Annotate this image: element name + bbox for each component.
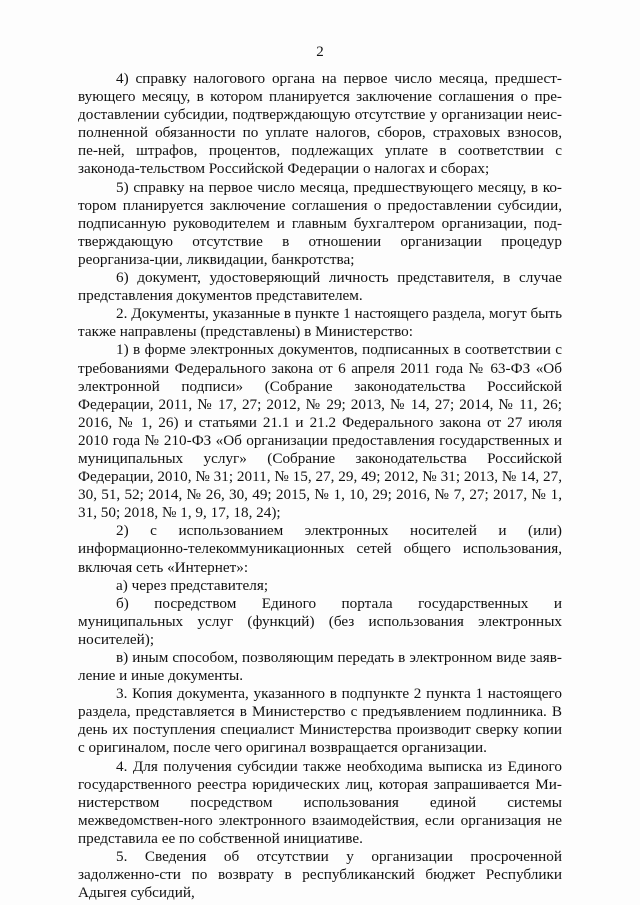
paragraph-via-representative: а) через представителя; <box>116 576 269 594</box>
paragraph-other-method: в) иным способом, позволяющим передать в электронном виде заяв-ление и иные документы. <box>78 649 562 685</box>
paragraph-section-2: 2. Документы, указанные в пункте 1 настоящего раздела, могут быть также направлены (представлены) в Министерство: <box>78 305 562 341</box>
paragraph-section-4: 4. Для получения субсидии также необходима выписка из Единого государственного реестра юридических лиц, которая запрашивается Ми-нистерством посредством использования единой системы межведомствен-ного электронного взаимодействия, если организация не представила ее по собственной инициативе. <box>78 757 562 847</box>
paragraph-section-5: 5. Сведения об отсутствии у организации просроченной задолженно-сти по возврату в республиканский бюджет Республики Адыгея субсидий, <box>78 848 562 902</box>
paragraph-section-3: 3. Копия документа, указанного в подпункте 2 пункта 1 настоящего раздела, представляется в Министерство с предъявлением подлинника. В день их поступления специалист Министерства производит сверку копии с оригиналом, после чего оригинал возвращается организации. <box>78 685 562 757</box>
paragraph-electronic-media: 2) с использованием электронных носителей и (или) информационно-телекоммуникационных сетей общего использования, включая сеть «Интернет»: <box>78 522 562 576</box>
paragraph-electronic-documents: 1) в форме электронных документов, подписанных в соответствии с требованиями Федерального закона от 6 апреля 2011 года № 63-ФЗ «Об электронной подписи» (Собрание законодательства Российской Федерации, 2011, № 17, 27; 2012, № 29; 2013, № 14, 27; 2014, № 11, 26; 2016, № 1, 26) и статьями 21.1 и 21.2 Федерального закона от 27 июля 2010 года № 210-ФЗ «Об организации предоставления государственных и муниципальных услуг» (Собрание законодательства Российской Федерации, 2010, № 31; 2011, № 15, 27, 29, 49; 2012, № 31; 2013, № 14, 27, 30, 51, 52; 2014, № 26, 30, 49; 2015, № 1, 10, 29; 2016, № 7, 27; 2017, № 1, 31, 50; 2018, № 1, 9, 17, 18, 24); <box>78 341 562 522</box>
page-number: 2 <box>316 44 324 60</box>
paragraph-via-portal: б) посредством Единого портала государственных и муниципальных услуг (функций) (без использования электронных носителей); <box>78 594 562 648</box>
paragraph-item-4: 4) справку налогового органа на первое число месяца, предшест-вующего месяцу, в котором планируется заключение соглашения о пре-доставлении субсидии, подтверждающую отсутствие у организации неис-полненной обязанности по уплате налогов, сборов, страховых взносов, пе-ней, штрафов, процентов, подлежащих уплате в соответствии с законода-тельством Российской Федерации о налогах и сборах; <box>78 70 562 178</box>
document-body <box>78 70 562 902</box>
paragraph-item-6: 6) документ, удостоверяющий личность представителя, в случае представления документов представителем. <box>78 269 562 305</box>
paragraph-item-5: 5) справку на первое число месяца, предшествующего месяцу, в ко-тором планируется заключение соглашения о предоставлении субсидии, подписанную руководителем и главным бухгалтером организации, под-тверждающую отсутствие в отношении организации процедур реорганиза-ции, ликвидации, банкротства; <box>78 178 562 268</box>
